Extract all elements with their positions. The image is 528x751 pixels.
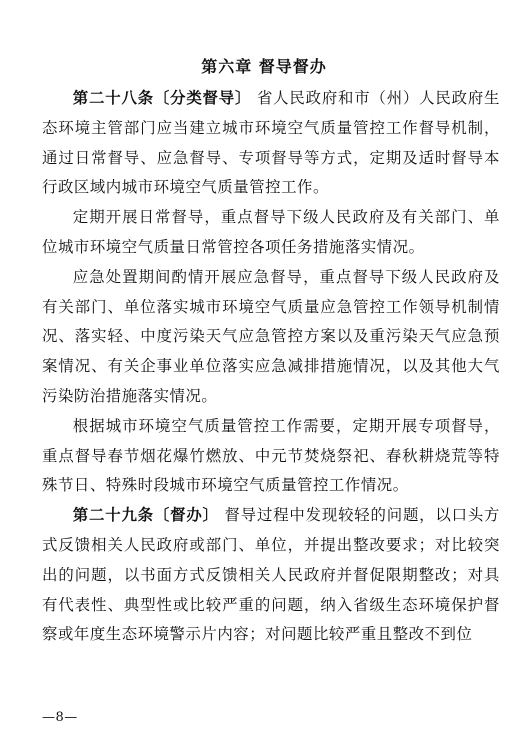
- article-29-paragraph-1: [42, 501, 500, 650]
- article-29-text-1: 督导过程中发现较轻的问题，以口头方式反馈相关人民政府或部门、单位，并提出整改要求；对比较突出的问题，以书面方式反馈相关人民政府并督促限期整改；对具有代表性、典型性或比较严重的问题，纳入省级生态环境保护督察或年度生态环境警示片内容；对问题比较严重且整改不到位: [42, 506, 501, 644]
- article-28-paragraph-3: 应急处置期间酌情开展应急督导，重点督导下级人民政府及有关部门、单位落实城市环境空气质量应急管控工作领导机制情况、落实轻、中度污染天气应急管控方案以及重污染天气应急预案情况、有关企事业单位落实应急减排措施情况，以及其他大气污染防治措施落实情况。: [42, 267, 500, 405]
- article-28-text-1: 省人民政府和市（州）人民政府生态环境主管部门应当建立城市环境空气质量管控工作督导机制，通过日常督导、应急督导、专项督导等方式，定期及适时督导本行政区域内城市环境空气质量管控工作。: [42, 89, 500, 197]
- document-body: [42, 84, 500, 650]
- article-29-heading: 第二十九条〔督办〕: [72, 506, 219, 525]
- article-28-paragraph-4: 根据城市环境空气质量管控工作需要，定期开展专项督导，重点督导春节烟花爆竹燃放、中元节焚烧祭祀、春秋耕烧荒等特殊节日、特殊时段城市环境空气质量管控工作情况。: [42, 416, 500, 495]
- page-number: —8—: [42, 710, 78, 725]
- article-28-heading: 第二十八条〔分类督导〕: [72, 89, 252, 107]
- chapter-title: 第六章 督导督办: [201, 57, 327, 76]
- article-28-paragraph-2: 定期开展日常督导，重点督导下级人民政府及有关部门、单位城市环境空气质量日常管控各项任务措施落实情况。: [42, 208, 500, 256]
- article-28-paragraph-1: [42, 84, 500, 203]
